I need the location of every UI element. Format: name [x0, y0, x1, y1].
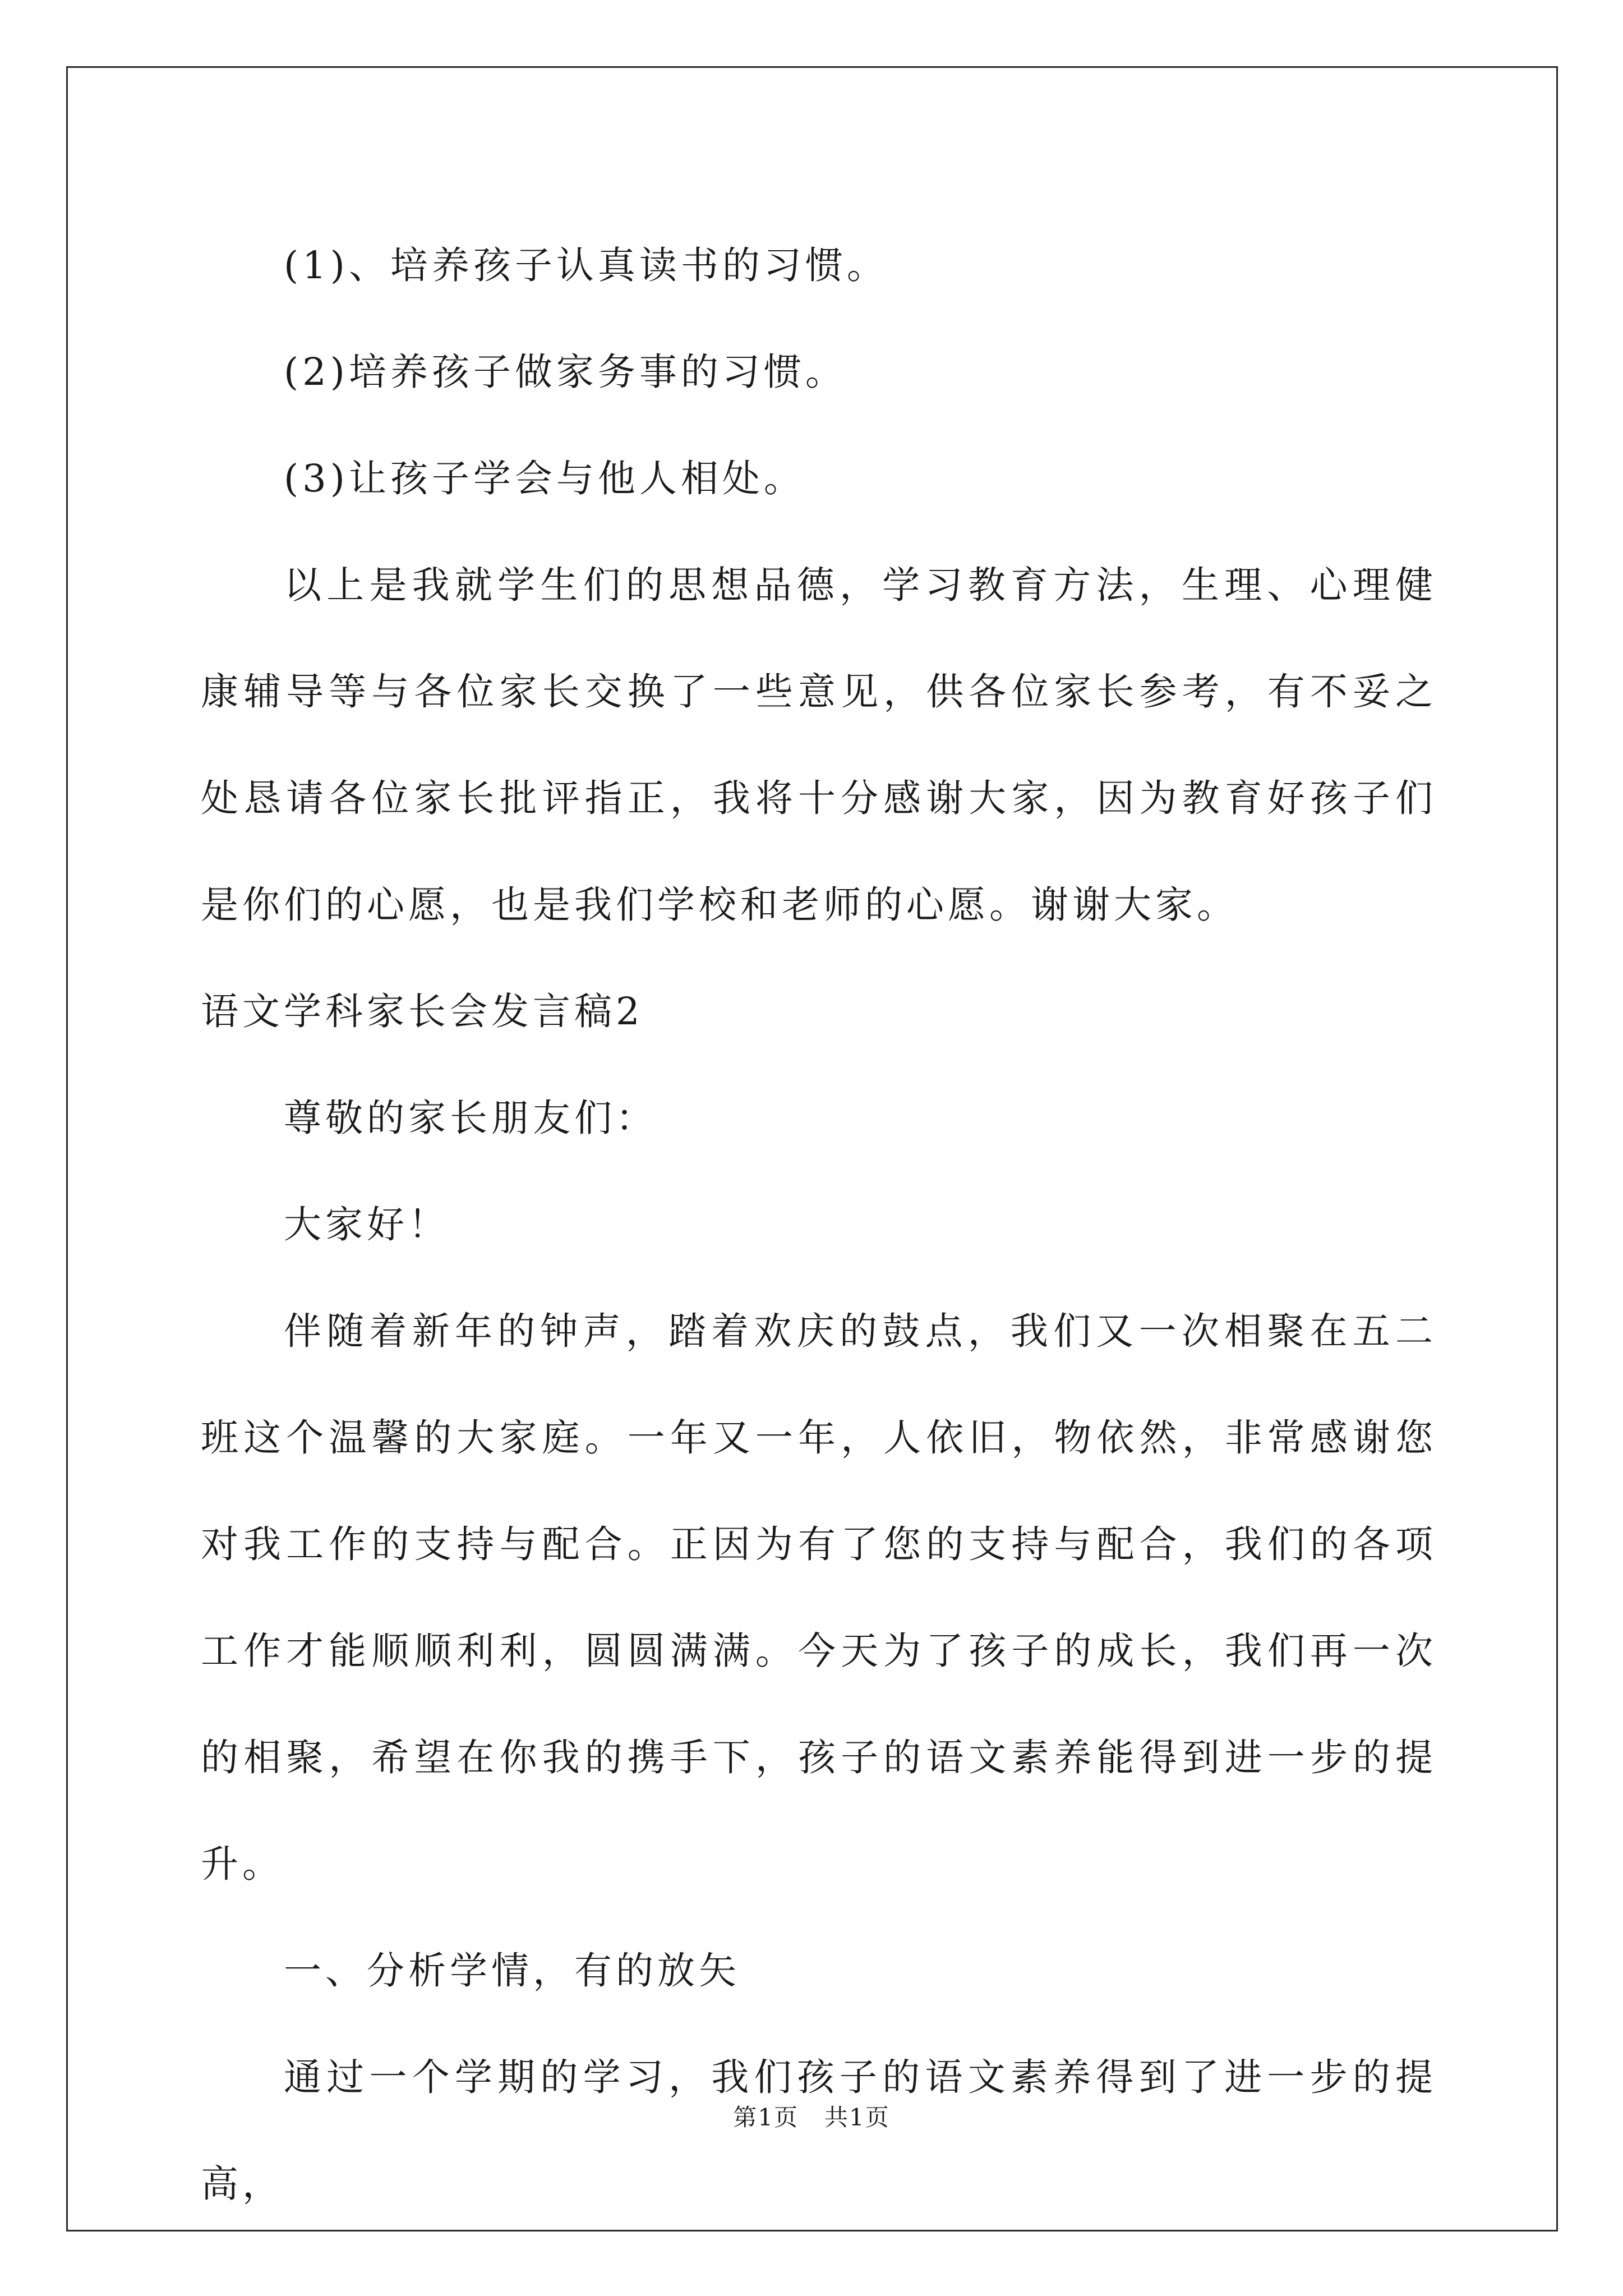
greeting: 大家好！ [284, 1203, 450, 1246]
list-item-2: (2)培养孩子做家务事的习惯。 [284, 350, 847, 394]
section-title: 语文学科家长会发言稿2 [201, 990, 644, 1033]
subsection-heading: 一、分析学情，有的放矢 [284, 1949, 740, 1993]
list-item-3: (3)让孩子学会与他人相处。 [284, 457, 805, 500]
document-body [201, 212, 1437, 2237]
list-item-1: (1)、培养孩子认真读书的习惯。 [284, 243, 888, 287]
page-footer [0, 2099, 1623, 2133]
page-total: 共1页 [824, 2104, 890, 2131]
body-paragraph: 通过一个学期的学习，我们孩子的语文素养得到了进一步的提高， [201, 2055, 1437, 2206]
page-number: 第1页 [733, 2104, 799, 2131]
intro-paragraph: 伴随着新年的钟声，踏着欢庆的鼓点，我们又一次相聚在五二班这个温馨的大家庭。一年又一年，人依旧，物依然，非常感谢您对我工作的支持与配合。正因为有了您的支持与配合，我们的各项工作才能顺顺利利，圆圆满满。今天为了孩子的成长，我们再一次的相聚，希望在你我的携手下，孩子的语文素养能得到进一步的提升。 [201, 1309, 1437, 1886]
salutation: 尊敬的家长朋友们： [284, 1096, 657, 1140]
closing-paragraph: 以上是我就学生们的思想品德，学习教育方法，生理、心理健康辅导等与各位家长交换了一些意见，供各位家长参考，有不妥之处恳请各位家长批评指正，我将十分感谢大家，因为教育好孩子们是你们的心愿，也是我们学校和老师的心愿。谢谢大家。 [201, 563, 1437, 927]
